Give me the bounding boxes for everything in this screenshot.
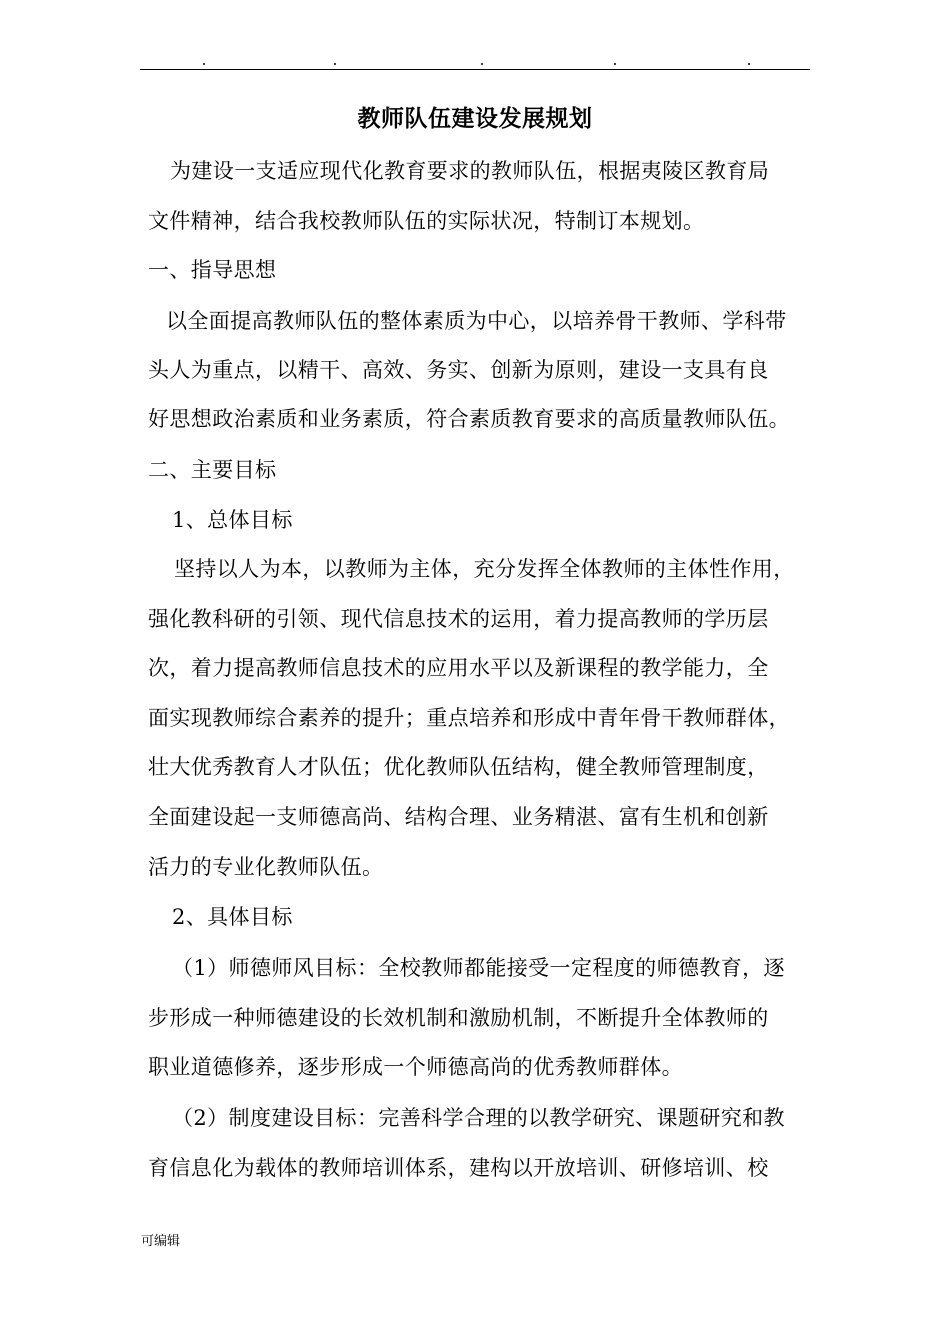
header-dot xyxy=(748,63,750,65)
document-title: 教师队伍建设发展规划 xyxy=(357,106,593,132)
paragraph-line: （1）师德师风目标：全校教师都能接受一定程度的师德教育，逐 xyxy=(172,956,785,980)
paragraph-line: 步形成一种师德建设的长效机制和激励机制，不断提升全体教师的 xyxy=(148,1006,769,1030)
paragraph-line: （2）制度建设目标：完善科学合理的以教学研究、课题研究和教 xyxy=(172,1106,785,1130)
paragraph-line: 文件精神，结合我校教师队伍的实际状况，特制订本规划。 xyxy=(148,209,705,233)
paragraph-line: 全面建设起一支师德高尚、结构合理、业务精湛、富有生机和创新 xyxy=(148,805,769,829)
section-heading: 二、主要目标 xyxy=(148,458,277,482)
paragraph-line: 为建设一支适应现代化教育要求的教师队伍，根据夷陵区教育局 xyxy=(170,159,770,183)
header-dot xyxy=(203,63,205,65)
paragraph-line: 好思想政治素质和业务素质，符合素质教育要求的高质量教师队伍。 xyxy=(148,407,790,431)
paragraph-line: 次，着力提高教师信息技术的应用水平以及新课程的教学能力，全 xyxy=(148,656,769,680)
paragraph-line: 育信息化为载体的教师培训体系，建构以开放培训、研修培训、校 xyxy=(148,1156,769,1180)
paragraph-line: 坚持以人为本，以教师为主体，充分发挥全体教师的主体性作用， xyxy=(174,557,795,581)
paragraph-line: 强化教科研的引领、现代信息技术的运用，着力提高教师的学历层 xyxy=(148,607,769,631)
paragraph-line: 面实现教师综合素养的提升；重点培养和形成中青年骨干教师群体， xyxy=(148,706,790,730)
subsection-heading: 1、总体目标 xyxy=(172,508,293,532)
footer-editable-note: 可编辑 xyxy=(141,1234,181,1249)
paragraph-line: 活力的专业化教师队伍。 xyxy=(148,855,384,879)
header-dot xyxy=(481,63,483,65)
header-dot xyxy=(614,63,616,65)
paragraph-line: 职业道德修养，逐步形成一个师德高尚的优秀教师群体。 xyxy=(148,1055,683,1079)
header-dot xyxy=(334,63,336,65)
paragraph-line: 头人为重点，以精干、高效、务实、创新为原则，建设一支具有良 xyxy=(148,358,769,382)
paragraph-line: 以全面提高教师队伍的整体素质为中心，以培养骨干教师、学科带 xyxy=(166,309,787,333)
section-heading: 一、指导思想 xyxy=(148,258,277,282)
paragraph-line: 壮大优秀教育人才队伍；优化教师队伍结构，健全教师管理制度， xyxy=(148,755,769,779)
header-rule xyxy=(140,69,810,70)
subsection-heading: 2、具体目标 xyxy=(172,905,293,929)
